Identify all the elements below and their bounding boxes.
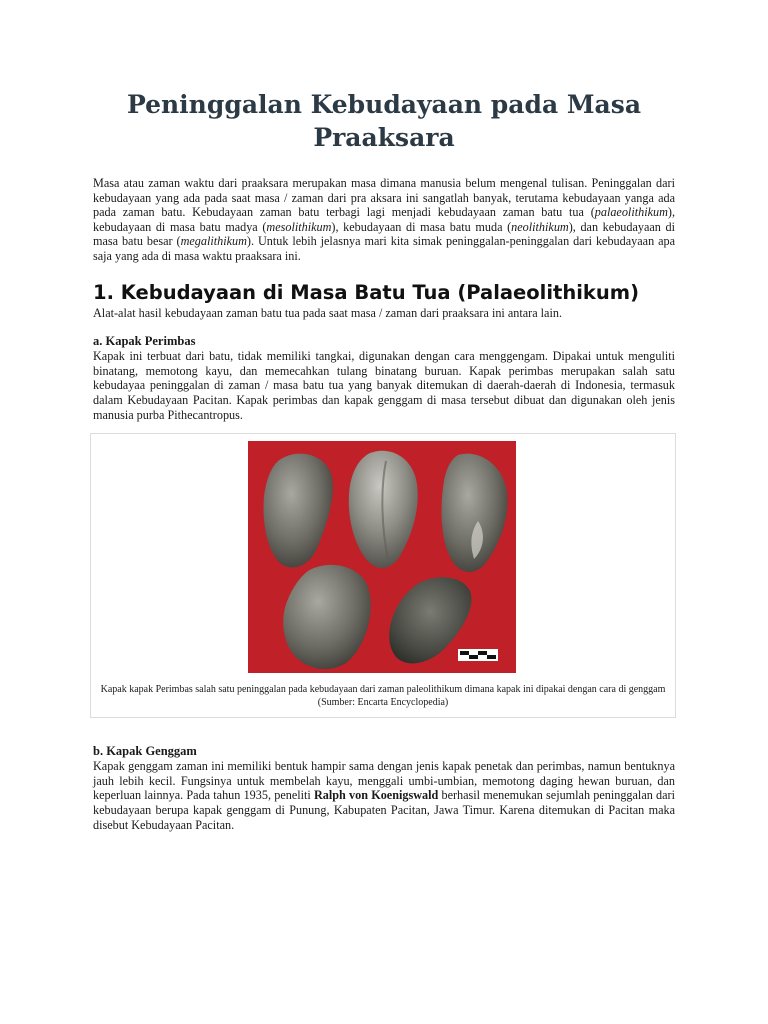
paragraph-kapak-genggam: Kapak genggam zaman ini memiliki bentuk hampir sama dengan jenis kapak penetak dan perimbas, namun bentuknya jauh lebih kecil. Fungsinya untuk membelah kayu, menggali umbi-umbian, memotong daging hewan buruan, dan keperluan lainnya. Pada tahun 1935, peneliti Ralph von Koenigswald berhasil menemukan sejumlah peninggalan dari kebudayaan berupa kapak genggam di Punung, Kabupaten Pacitan, Jawa Timur. Karena ditemukan di Pacitan maka disebut Kebudayaan Pacitan. (93, 759, 675, 832)
section-lead: Alat-alat hasil kebudayaan zaman batu tua pada saat masa / zaman dari praaksara ini antara lain. (93, 305, 562, 320)
page-title: Peninggalan Kebudayaan pada Masa Praaksara (126, 90, 642, 152)
paragraph-kapak-perimbas: Kapak ini terbuat dari batu, tidak memiliki tangkai, digunakan dengan cara menggengam. Dipakai untuk menguliti binatang, memotong kayu, dan memecahkan tulang binatang buruan. Kapak perimbas merupakan salah satu kebudayaa peninggalan di zaman / masa batu tua yang banyak ditemukan di daerah-daerah di Indonesia, termasuk dalam Kebudayaan Pacitan. Kapak perimbas dan kapak genggam di masa tersebut dibuat dan digunakan oleh jenis manusia purba Pithecantropus. (93, 349, 675, 422)
document-page (93, 0, 675, 832)
intro-paragraph: Masa atau zaman waktu dari praaksara merupakan masa dimana manusia belum mengenal tulisan. Peninggalan dari kebudayaan yang ada pada saat masa / zaman dari pra aksara ini sangatlah banyak, terutama kebudayaan yanga ada pada zaman batu. Kebudayaan zaman batu terbagi lagi menjadi kebudayaan zaman batu tua (palaeolithikum), kebudayaan di masa batu madya (mesolithikum), kebudayaan di masa batu muda (neolithikum), dan kebudayaan di masa batu besar (megalithikum). Untuk lebih jelasnya mari kita simak peninggalan-peninggalan dari kebudayaan apa saja yang ada di masa waktu praaksara ini. (93, 176, 675, 263)
subheading-kapak-perimbas: a. Kapak Perimbas (93, 334, 196, 349)
section-heading-palaeolithikum: 1. Kebudayaan di Masa Batu Tua (Palaeolithikum) (93, 280, 640, 304)
stone-tools-photo (248, 441, 516, 673)
figure-caption: Kapak kapak Perimbas salah satu peninggalan pada kebudayaan dari zaman paleolithikum dimana kapak ini dipakai dengan cara di genggam (Sumber: Encarta Encyclopedia) (100, 684, 666, 709)
subheading-kapak-genggam: b. Kapak Genggam (93, 744, 197, 759)
researcher-name: Ralph von Koenigswald (313, 788, 439, 803)
figure-box (90, 433, 676, 718)
